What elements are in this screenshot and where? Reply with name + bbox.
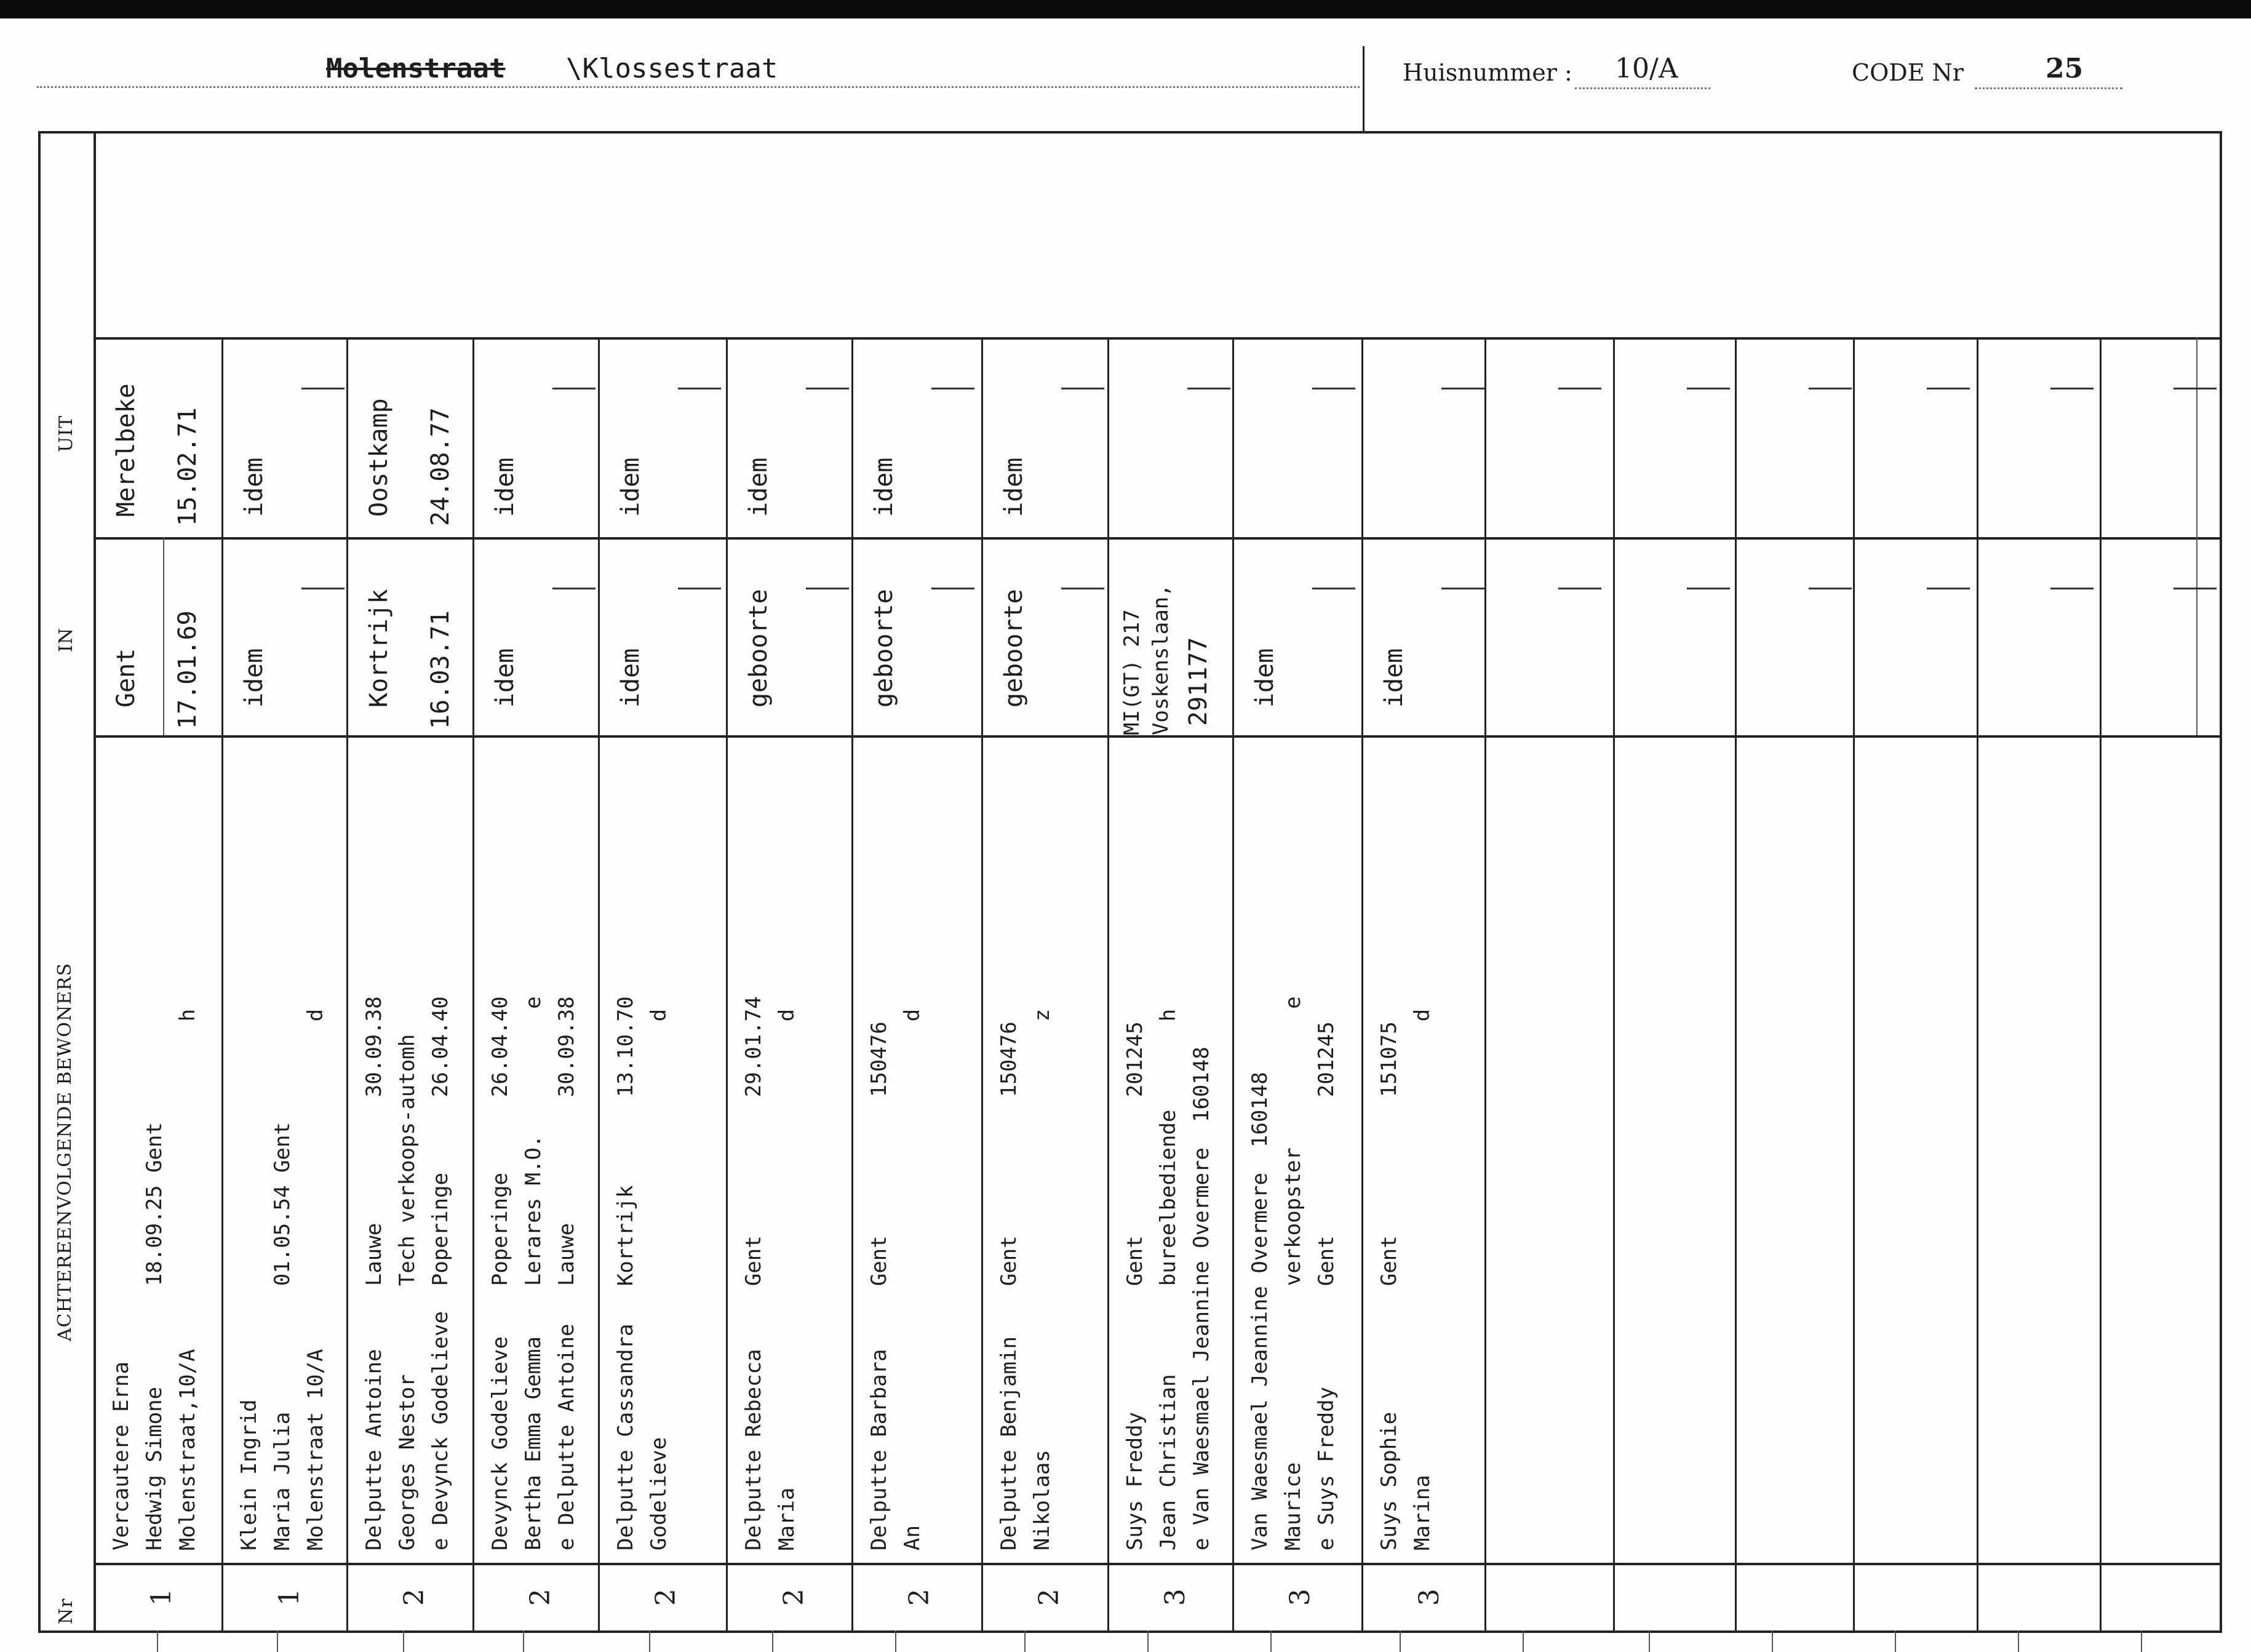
row-number: 2	[525, 1589, 556, 1606]
empty-cell-dash	[678, 588, 721, 589]
in-place: geboorte	[870, 589, 898, 708]
row-number: 3	[1285, 1589, 1316, 1606]
resident-line: Jean Christian bureelbediende h	[1156, 1008, 1181, 1550]
empty-cell-dash	[1927, 588, 1970, 589]
row-number: 3	[1414, 1589, 1445, 1606]
column-divider	[1977, 337, 1978, 1633]
empty-cell-dash	[2050, 588, 2094, 589]
bottom-tick	[1772, 1630, 1773, 1652]
out-place: idem	[491, 457, 519, 517]
empty-cell-dash	[552, 388, 596, 389]
top-border	[0, 0, 2251, 18]
resident-line: Delputte Rebecca Gent 29.01.74	[741, 996, 766, 1550]
empty-cell-dash	[301, 388, 345, 389]
bottom-tick	[772, 1630, 773, 1652]
resident-line: Bertha Emma Gemma Lerares M.O. e	[521, 996, 546, 1550]
in-place: idem	[240, 648, 268, 708]
in-place: Gent	[112, 648, 140, 708]
row-number: 1	[274, 1589, 305, 1606]
resident-line: Nikolaas z	[1030, 1008, 1054, 1550]
empty-cell-dash	[1687, 588, 1730, 589]
empty-cell-dash	[806, 388, 849, 389]
empty-cell-dash	[552, 588, 596, 589]
in-place: geboorte	[1000, 589, 1028, 708]
out-date: 24.08.77	[426, 407, 455, 526]
resident-line: Georges Nestor Tech verkoops-automh	[395, 1034, 420, 1550]
col-header-in: IN	[55, 627, 77, 652]
bottom-tick	[157, 1630, 158, 1652]
column-divider	[1853, 337, 1855, 1633]
empty-cell-dash	[1927, 388, 1970, 389]
in-place: idem	[1380, 648, 1408, 708]
empty-cell-dash	[1312, 388, 1355, 389]
resident-line: e Devynck Godelieve Poperinge 26.04.40	[428, 996, 453, 1550]
empty-cell-dash	[1441, 388, 1484, 389]
bottom-tick	[1024, 1630, 1026, 1652]
empty-cell-dash	[2050, 388, 2094, 389]
in-place: idem	[1251, 648, 1279, 708]
resident-line: e Delputte Antoine Lauwe 30.09.38	[554, 996, 579, 1550]
empty-cell-dash	[1061, 588, 1104, 589]
street-old: Molenstraat	[326, 53, 506, 84]
out-place: idem	[616, 457, 645, 517]
resident-line: Marina d	[1410, 1008, 1435, 1550]
resident-line: Suys Freddy Gent 201245	[1123, 1021, 1147, 1550]
column-divider	[2100, 337, 2102, 1633]
bottom-tick	[1649, 1630, 1650, 1652]
empty-cell-dash	[1187, 388, 1230, 389]
out-place: idem	[1000, 457, 1028, 517]
in-date: 17.01.69	[173, 610, 202, 729]
resident-line: e Suys Freddy Gent 201245	[1314, 1021, 1339, 1550]
bottom-tick	[1895, 1630, 1896, 1652]
column-divider	[346, 337, 348, 1633]
empty-cell-dash	[1809, 388, 1852, 389]
resident-line: Delputte Benjamin Gent 150476	[997, 1021, 1021, 1550]
out-place: Oostkamp	[365, 398, 393, 517]
bottom-tick	[649, 1630, 650, 1652]
resident-line: Molenstraat,10/A h	[175, 1008, 200, 1550]
out-place: idem	[744, 457, 773, 517]
column-divider	[2220, 337, 2221, 1633]
out-place: Merelbeke	[112, 383, 140, 517]
resident-line: Delputte Antoine Lauwe 30.09.38	[362, 996, 386, 1550]
empty-cell-dash	[1441, 588, 1484, 589]
resident-line: Maurice verkoopster e	[1281, 996, 1305, 1550]
column-divider	[851, 337, 853, 1633]
empty-cell-dash	[931, 388, 974, 389]
column-divider	[472, 337, 474, 1633]
bottom-tick	[523, 1630, 524, 1652]
col-header-out: UIT	[55, 415, 77, 452]
row-number: 2	[904, 1589, 935, 1606]
col-header-residents: ACHTEREENVOLGENDE BEWONERS	[54, 962, 76, 1341]
in-place: geboorte	[744, 589, 773, 708]
column-divider	[221, 337, 223, 1633]
empty-cell-dash	[931, 588, 974, 589]
resident-line: Maria d	[775, 1008, 799, 1550]
bottom-tick	[2018, 1630, 2019, 1652]
empty-cell-dash	[1558, 588, 1601, 589]
column-divider	[1484, 337, 1486, 1633]
empty-cell-dash	[678, 388, 721, 389]
empty-cell-dash	[806, 588, 849, 589]
in-date: 16.03.71	[426, 610, 455, 729]
empty-cell-dash	[1312, 588, 1355, 589]
resident-line: e Van Waesmael Jeannine Overmere 160148	[1189, 1047, 1214, 1550]
street-new: \Klossestraat	[566, 53, 778, 84]
column-divider	[1735, 337, 1737, 1633]
resident-line: Devynck Godelieve Poperinge 26.04.40	[488, 996, 512, 1550]
column-divider	[726, 337, 728, 1633]
row-number: 2	[399, 1589, 430, 1606]
in-place-2: Voskenslaan,	[1149, 584, 1173, 735]
resident-line: Maria Julia 01.05.54 Gent	[270, 1122, 295, 1550]
column-divider	[1613, 337, 1615, 1633]
resident-line: Godelieve d	[647, 1008, 671, 1550]
resident-line: Delputte Cassandra Kortrijk 13.10.70	[613, 996, 638, 1550]
out-date: 15.02.71	[173, 407, 202, 526]
bottom-tick	[1523, 1630, 1524, 1652]
empty-cell-dash	[1687, 388, 1730, 389]
empty-cell-dash	[301, 588, 345, 589]
in-place: MI(GT) 217	[1120, 609, 1144, 735]
resident-line: Van Waesmael Jeannine Overmere 160148	[1248, 1072, 1272, 1550]
empty-cell-dash	[1809, 588, 1852, 589]
row-number: 1	[146, 1589, 177, 1606]
bottom-tick	[1400, 1630, 1401, 1652]
resident-line: Vercautere Erna	[109, 1361, 133, 1550]
column-divider	[598, 337, 600, 1633]
resident-line: Hedwig Simone 18.09.25 Gent	[142, 1122, 167, 1550]
resident-line: Klein Ingrid	[237, 1399, 261, 1550]
code-label: CODE Nr	[1852, 59, 1964, 86]
row-number: 3	[1160, 1589, 1191, 1606]
bottom-tick	[1147, 1630, 1149, 1652]
in-place: Kortrijk	[365, 589, 393, 708]
row-number: 2	[778, 1589, 810, 1606]
out-place: idem	[870, 457, 898, 517]
column-divider	[1361, 337, 1363, 1633]
column-divider	[94, 337, 95, 1633]
bottom-tick	[2141, 1630, 2142, 1652]
code-number: 25	[2046, 53, 2084, 84]
empty-cell-dash	[2173, 588, 2217, 589]
bottom-tick	[1270, 1630, 1272, 1652]
resident-line: An d	[900, 1008, 925, 1550]
out-place: idem	[240, 457, 268, 517]
empty-cell-dash	[2173, 388, 2217, 389]
empty-cell-dash	[1061, 388, 1104, 389]
resident-line: Delputte Barbara Gent 150476	[867, 1021, 891, 1550]
bottom-tick	[277, 1630, 278, 1652]
col-header-nr: Nr	[55, 1598, 77, 1624]
resident-line: Molenstraat 10/A d	[303, 1008, 328, 1550]
row-number: 2	[1034, 1589, 1065, 1606]
bottom-tick	[895, 1630, 896, 1652]
in-date: 291177	[1184, 637, 1213, 726]
in-place: idem	[616, 648, 645, 708]
bottom-tick	[403, 1630, 404, 1652]
column-divider	[1107, 337, 1109, 1633]
resident-line: Suys Sophie Gent 151075	[1377, 1021, 1401, 1550]
empty-cell-dash	[1558, 388, 1601, 389]
in-place: idem	[491, 648, 519, 708]
column-divider	[981, 337, 983, 1633]
column-divider	[1232, 337, 1234, 1633]
row-number: 2	[650, 1589, 682, 1606]
house-number-label: Huisnummer :	[1403, 59, 1572, 86]
house-number: 10/A	[1615, 53, 1678, 84]
